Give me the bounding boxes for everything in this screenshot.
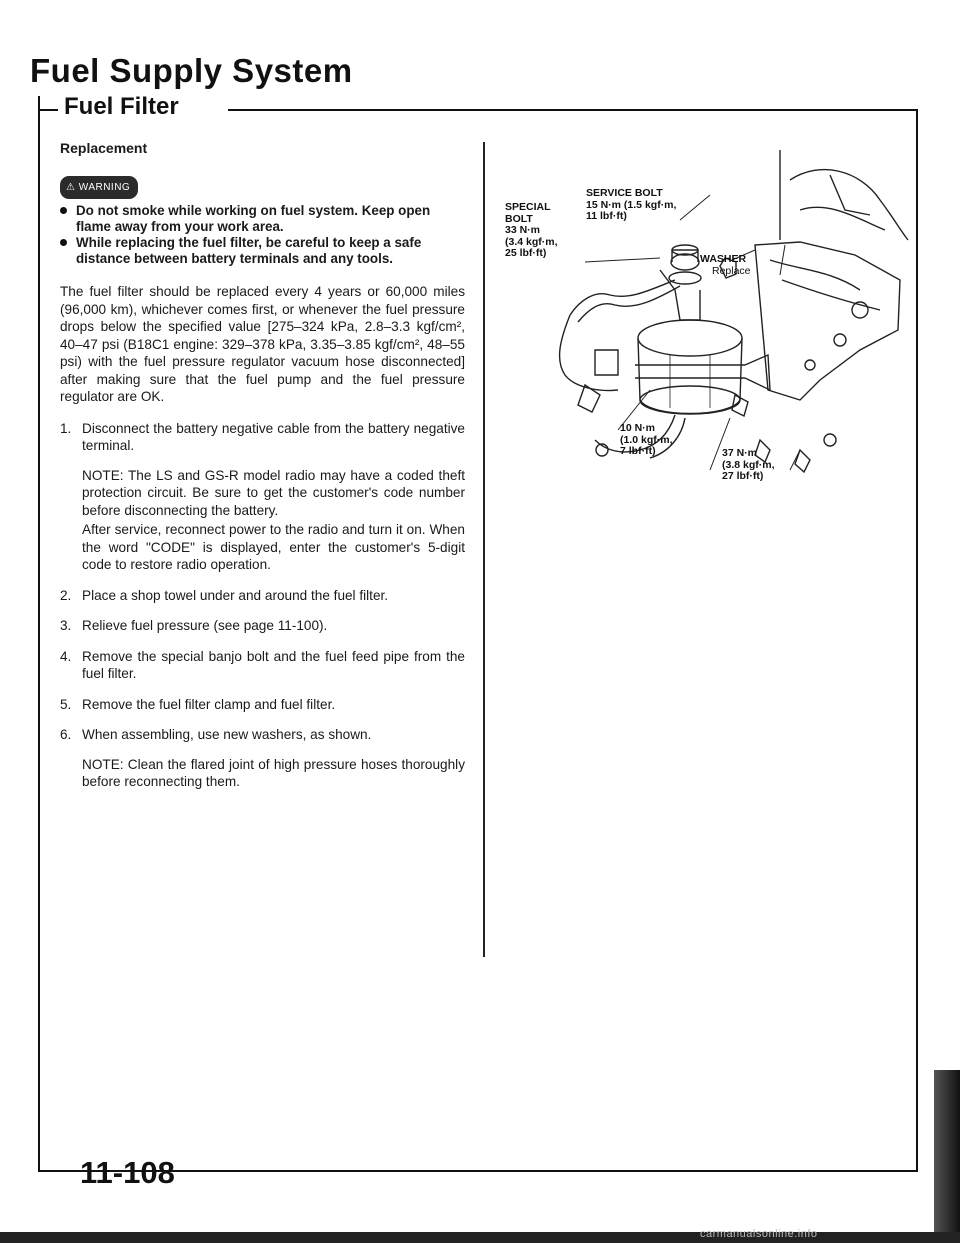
step-number: 5.: [60, 696, 72, 712]
step-item: [60, 617, 465, 635]
step-text: Place a shop towel under and around the fuel filter.: [82, 587, 389, 603]
warning-text: Do not smoke while working on fuel system. Keep open flame away from your work area.: [76, 203, 431, 234]
fuel-filter-diagram: [500, 150, 910, 500]
step-text: When assembling, use new washers, as shown.: [82, 727, 372, 742]
step-number: 1.: [60, 420, 72, 436]
step-item: [60, 726, 465, 791]
intro-paragraph: The fuel filter should be replaced every 4 years or 60,000 miles (96,000 km), whichever comes first, or whenever the fuel pressure drops below the specified value [275–324 kPa, 2.8–3.3 kgf/cm², 40–47 psi (B18C1 engine: 329–378 kPa, 3.35–3.85 kgf/cm², 48–55 psi) with the fuel pressure regulator vacuum hose disconnected] after making sure that the fuel pump and the fuel pressure regulator are OK.: [60, 284, 465, 404]
section-heading: Replacement: [60, 140, 148, 156]
step-after-text: After service, reconnect power to the radio and turn it on. When the word "CODE" is displayed, enter the customer's 5-digit code to restore radio operation.: [82, 522, 465, 572]
warning-badge: [60, 176, 138, 200]
column-divider: [483, 142, 485, 957]
fuel-filter-illustration: [500, 150, 910, 500]
step-note: NOTE: Clean the flared joint of high pressure hoses thoroughly before reconnecting them.: [82, 756, 465, 789]
washer-label: WASHER: [700, 253, 747, 265]
warning-item: [60, 203, 465, 235]
step-item: [60, 648, 465, 683]
warning-triangle-icon: ⚠: [66, 181, 76, 193]
special-banjo-bolt: [671, 254, 699, 270]
step-item: [60, 420, 465, 574]
step-text: Disconnect the battery negative cable from the battery negative terminal.: [82, 420, 465, 453]
torque-10-label: 10 N·m (1.0 kgf·m, 7 lbf·ft): [620, 422, 673, 457]
special-bolt-label: SPECIAL BOLT 33 N·m (3.4 kgf·m, 25 lbf·ft): [505, 201, 558, 259]
service-bolt-label: SERVICE BOLT 15 N·m (1.5 kgf·m, 11 lbf·ft): [586, 187, 677, 222]
step-text: Remove the fuel filter clamp and fuel filter.: [82, 696, 336, 712]
warning-item: [60, 235, 465, 267]
page-title: Fuel Supply System: [30, 52, 353, 89]
watermark: carmanualsonline.info: [700, 1228, 818, 1240]
bullet-icon: [60, 207, 67, 214]
step-text: Relieve fuel pressure (see page 11-100).: [82, 618, 328, 633]
warning-text: While replacing the fuel filter, be careful to keep a safe distance between battery terminals and any tools.: [76, 235, 422, 266]
step-number: 4.: [60, 648, 72, 664]
filter-body: [638, 338, 742, 414]
edge-bar: [934, 1070, 960, 1243]
instructions-column: [60, 140, 465, 804]
torque-37-label: 37 N·m (3.8 kgf·m, 27 lbf·ft): [722, 447, 775, 482]
filter-top: [638, 320, 742, 356]
step-item: [60, 587, 465, 605]
page-number: 11-108: [80, 1155, 175, 1190]
warning-badge-label: WARNING: [78, 181, 131, 193]
step-note: NOTE: The LS and GS-R model radio may have a coded theft protection circuit. Be sure to get the customer's code number before disconnecting the battery.: [82, 467, 465, 518]
step-text: Remove the special banjo bolt and the fuel feed pipe from the fuel filter.: [82, 648, 465, 681]
step-number: 6.: [60, 727, 72, 742]
washer-note: Replace: [712, 265, 751, 277]
step-number: 3.: [60, 618, 72, 633]
step-number: 2.: [60, 587, 72, 603]
section-subtitle: Fuel Filter: [64, 93, 189, 121]
step-item: [60, 696, 465, 714]
warning-list: [60, 203, 465, 267]
sealing-washer: [669, 272, 701, 284]
procedure-steps: [60, 420, 465, 791]
mounting-bracket: [755, 242, 900, 400]
bullet-icon: [60, 239, 67, 246]
